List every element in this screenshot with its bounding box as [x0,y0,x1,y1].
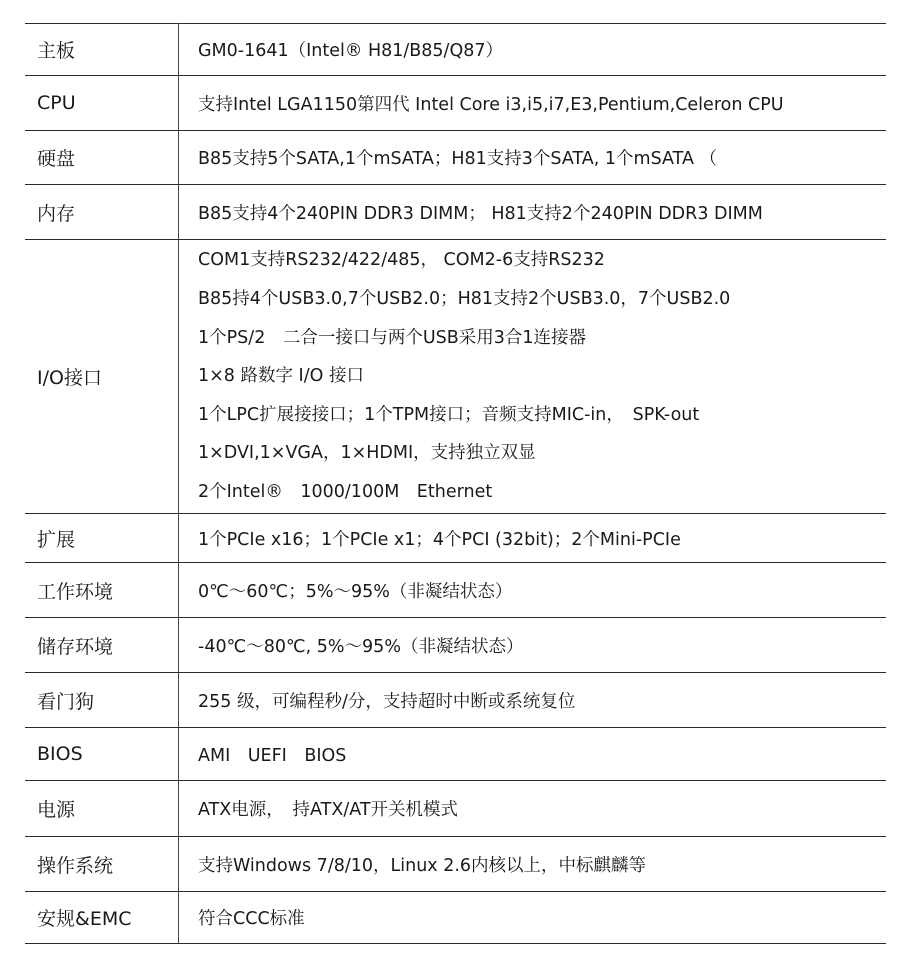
spec-row [25,240,886,514]
spec-value-line: 支持Windows 7/8/10，Linux 2.6内核以上，中标麒麟等 [198,855,647,876]
spec-table [25,23,886,944]
spec-row [25,514,886,563]
spec-label: 硬盘 [25,131,179,185]
spec-value [179,892,887,944]
spec-row [25,837,886,892]
spec-value [179,185,887,240]
spec-label: 电源 [25,781,179,837]
spec-value-line: AMI UEFI BIOS [198,745,347,766]
spec-row [25,673,886,728]
spec-row [25,781,886,837]
spec-value-line: 1×DVI,1×VGA，1×HDMI，支持独立双显 [198,443,536,464]
spec-value-line: B85支持5个SATA,1个mSATA；H81支持3个SATA, 1个mSATA （ [198,149,717,169]
spec-value-line: GM0-1641（Intel® H81/B85/Q87） [198,41,503,61]
spec-label: 主板 [25,24,179,76]
spec-value-line: 255 级，可编程秒/分，支持超时中断或系统复位 [198,691,576,712]
spec-value [179,673,887,728]
spec-label: 工作环境 [25,563,179,618]
spec-value-line: 1个LPC扩展接接口；1个TPM接口；音频支持MIC-in， SPK-out [198,404,700,425]
spec-value [179,240,887,514]
spec-value-line: 2个Intel® 1000/100M Ethernet [198,481,493,502]
spec-value [179,514,887,563]
spec-value-line: 1个PCIe x16；1个PCIe x1；4个PCI (32bit)；2个Mini-PCIe [198,529,681,550]
spec-value [179,131,887,185]
spec-label: 储存环境 [25,618,179,673]
spec-value [179,24,887,76]
spec-value-line: 符合CCC标准 [198,909,305,929]
spec-label: CPU [25,76,179,131]
spec-row [25,563,886,618]
spec-label: 看门狗 [25,673,179,728]
spec-label: 操作系统 [25,837,179,892]
spec-value-line: -40℃～80℃, 5%～95%（非凝结状态） [198,636,524,657]
spec-value-line: B85支持4个240PIN DDR3 DIMM； H81支持2个240PIN DDR3 DIMM [198,203,763,224]
spec-value-line: B85持4个USB3.0,7个USB2.0；H81支持2个USB3.0，7个USB2.0 [198,289,731,310]
spec-value [179,618,887,673]
spec-row [25,131,886,185]
spec-label: I/O接口 [25,240,179,514]
spec-label: 扩展 [25,514,179,563]
spec-value-line: 1个PS/2 二合一接口与两个USB采用3合1连接器 [198,327,587,348]
spec-value [179,76,887,131]
spec-value-line: ATX电源， 持ATX/AT开关机模式 [198,800,459,820]
spec-label: 安规&EMC [25,892,179,944]
spec-value [179,837,887,892]
spec-row [25,618,886,673]
spec-value-line: 0℃～60℃；5%～95%（非凝结状态） [198,581,513,602]
spec-value [179,563,887,618]
spec-row [25,728,886,781]
spec-value-line: 支持Intel LGA1150第四代 Intel Core i3,i5,i7,E3,Pentium,Celeron CPU [198,94,784,115]
spec-row [25,892,886,944]
spec-value-line: COM1支持RS232/422/485， COM2-6支持RS232 [198,250,605,271]
spec-value-line: 1×8 路数字 I/O 接口 [198,366,364,387]
spec-label: 内存 [25,185,179,240]
spec-value [179,728,887,781]
spec-row [25,24,886,76]
spec-row [25,185,886,240]
spec-row [25,76,886,131]
spec-label: BIOS [25,728,179,781]
spec-value [179,781,887,837]
